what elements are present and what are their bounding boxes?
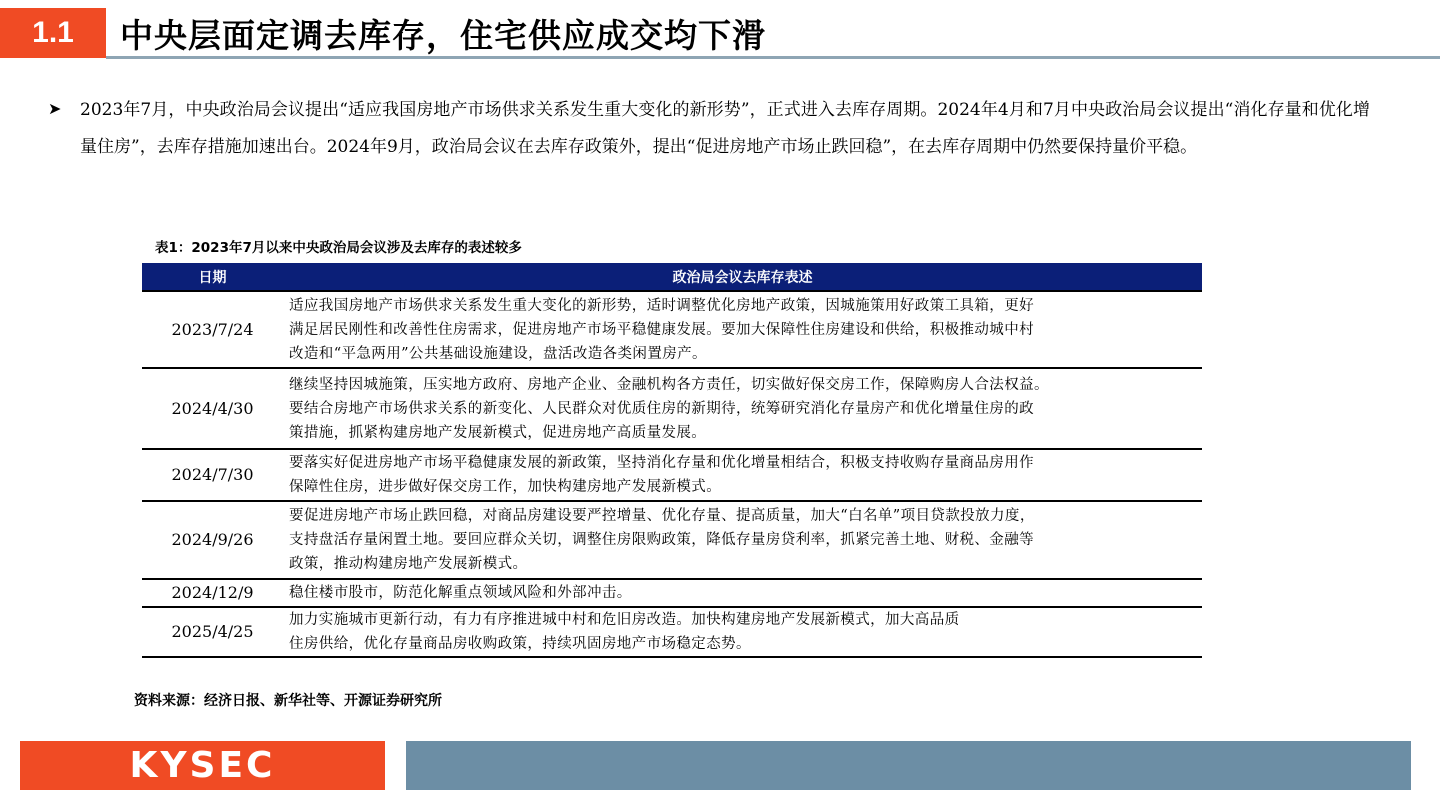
statement-line: 适应我国房地产市场供求关系发生重大变化的新形势，适时调整优化房地产政策，因城施策用好政策工具箱，更好 xyxy=(289,297,1034,314)
date-cell: 2024/9/26 xyxy=(142,501,283,579)
section-number-badge: 1.1 xyxy=(0,8,106,58)
source-note: 资料来源：经济日报、新华社等、开源证券研究所 xyxy=(134,693,442,709)
kysec-logo: KYSEC xyxy=(20,741,385,790)
title-divider xyxy=(106,56,1440,59)
policy-table xyxy=(142,263,1202,658)
date-cell: 2025/4/25 xyxy=(142,607,283,657)
footer-bar xyxy=(406,741,1411,790)
statement-line: 加力实施城市更新行动，有力有序推进城中村和危旧房改造。加快构建房地产发展新模式，加大高品质 xyxy=(289,612,960,628)
table-row xyxy=(142,449,1202,501)
statement-line: 继续坚持因城施策，压实地方政府、房地产企业、金融机构各方责任，切实做好保交房工作，保障购房人合法权益。 xyxy=(289,376,1049,393)
statement-line: 稳住楼市股市，防范化解重点领域风险和外部冲击。 xyxy=(289,585,632,601)
statement-line: 要结合房地产市场供求关系的新变化、人民群众对优质住房的新期待，统筹研究消化存量房产和优化增量住房的政 xyxy=(289,400,1034,417)
statement-line: 政策，推动构建房地产发展新模式。 xyxy=(289,556,528,572)
table-row xyxy=(142,607,1202,657)
table-header-row xyxy=(142,263,1202,291)
statement-line: 满足居民刚性和改善性住房需求，促进房地产市场平稳健康发展。要加大保障性住房建设和供给，积极推动城中村 xyxy=(289,321,1034,338)
statement-cell xyxy=(283,449,1202,501)
table-row xyxy=(142,368,1202,449)
table-caption: 表1：2023年7月以来中央政治局会议涉及去库存的表述较多 xyxy=(155,240,522,256)
statement-line: 支持盘活存量闲置土地。要回应群众关切，调整住房限购政策，降低存量房贷利率，抓紧完善土地、财税、金融等 xyxy=(289,532,1034,548)
arrow-bullet-icon: ➤ xyxy=(48,99,62,118)
statement-cell xyxy=(283,607,1202,657)
page-title: 中央层面定调去库存，住宅供应成交均下滑 xyxy=(120,15,766,55)
statement-cell xyxy=(283,579,1202,607)
date-cell: 2024/12/9 xyxy=(142,579,283,607)
intro-paragraph: 2023年7月，中央政治局会议提出“适应我国房地产市场供求关系发生重大变化的新形势”，正式进入去库存周期。2024年4月和7月中央政治局会议提出“消化存量和优化增量住房”，去库存措施加速出台。2024年9月，政治局会议在去库存政策外，提出“促进房地产市场止跌回稳”，在去库存周期中仍然要保持量价平稳。 xyxy=(80,100,1370,157)
column-header-date: 日期 xyxy=(142,263,283,291)
table-row xyxy=(142,579,1202,607)
statement-cell xyxy=(283,501,1202,579)
date-cell: 2024/4/30 xyxy=(142,368,283,449)
statement-line: 要促进房地产市场止跌回稳，对商品房建设要严控增量、优化存量、提高质量，加大“白名单”项目贷款投放力度， xyxy=(289,508,1035,524)
statement-line: 要落实好促进房地产市场平稳健康发展的新政策，坚持消化存量和优化增量相结合，积极支持收购存量商品房用作 xyxy=(289,455,1034,471)
statement-cell xyxy=(283,291,1202,368)
date-cell: 2024/7/30 xyxy=(142,449,283,501)
statement-line: 住房供给，优化存量商品房收购政策，持续巩固房地产市场稳定态势。 xyxy=(289,636,751,652)
statement-line: 策措施，抓紧构建房地产发展新模式，促进房地产高质量发展。 xyxy=(289,424,707,441)
table-row xyxy=(142,291,1202,368)
table-row xyxy=(142,501,1202,579)
date-cell: 2023/7/24 xyxy=(142,291,283,368)
column-header-statement: 政治局会议去库存表述 xyxy=(283,263,1202,291)
statement-cell xyxy=(283,368,1202,449)
statement-line: 改造和“平急两用”公共基础设施建设，盘活改造各类闲置房产。 xyxy=(289,345,707,362)
statement-line: 保障性住房，进步做好保交房工作，加快构建房地产发展新模式。 xyxy=(289,479,722,495)
